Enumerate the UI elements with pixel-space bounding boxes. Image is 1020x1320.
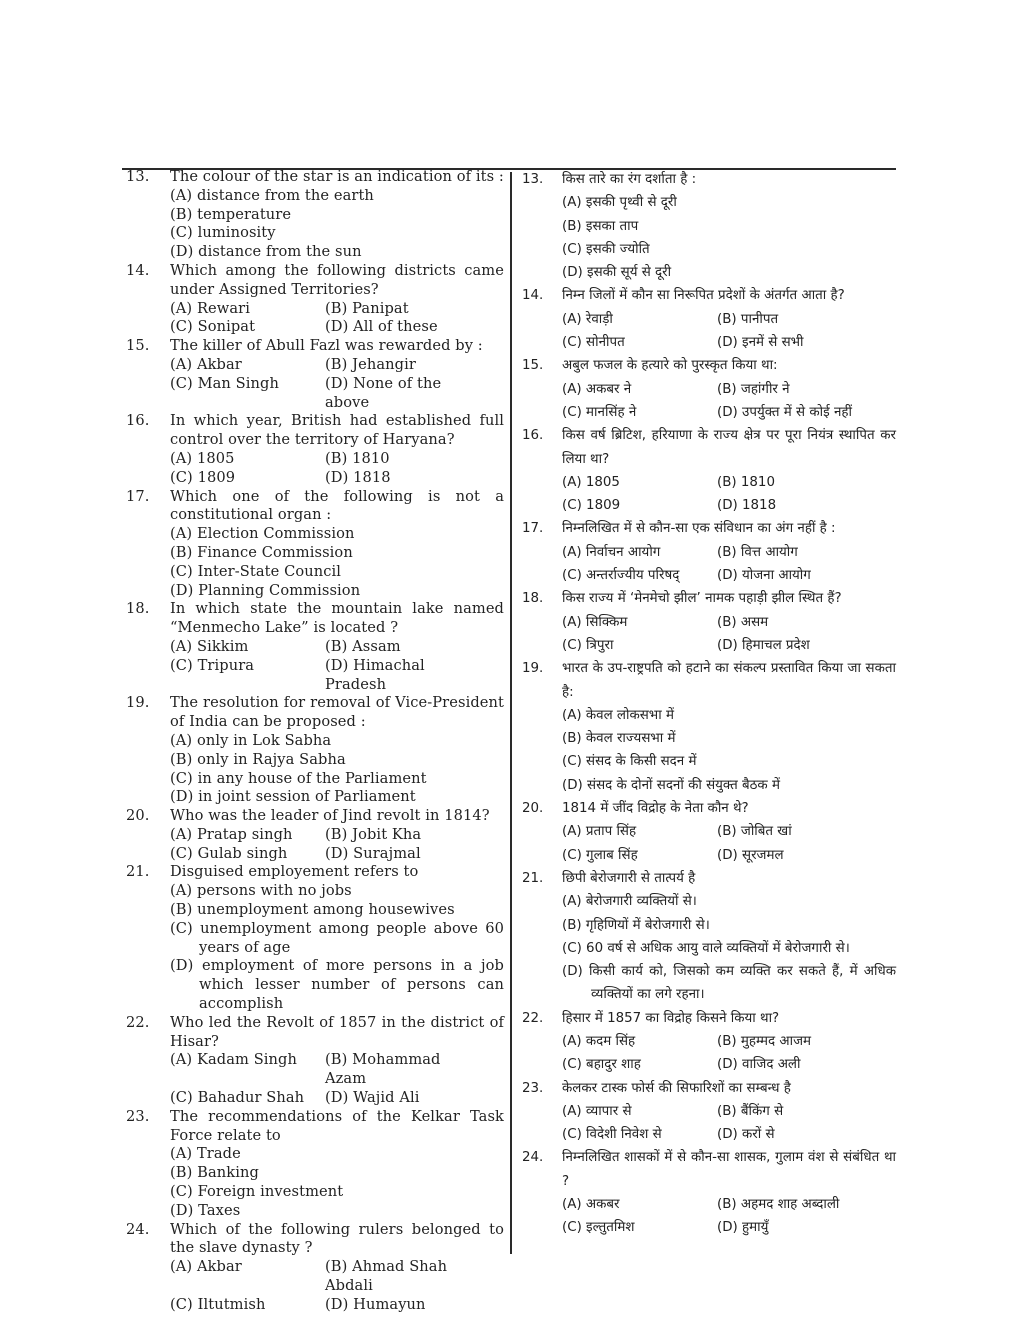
hindi-column [522, 168, 896, 1240]
option-c: (C) Foreign investment [170, 1183, 344, 1201]
option-c: (C) Tripura [170, 656, 255, 674]
question-number: 16. [126, 412, 150, 430]
option-b: (B) असम [717, 614, 769, 630]
option-a: (A) only in Lok Sabha [170, 731, 332, 749]
option-a: (A) Trade [170, 1145, 241, 1163]
option-b: (B) पानीपत [717, 311, 779, 327]
question-text: Which of the following rulers belonged to the slave dynasty ? [170, 1220, 504, 1257]
question-number: 17. [522, 521, 544, 537]
question-text: छिपी बेरोजगारी से तात्पर्य है [562, 870, 696, 886]
option-a: (A) 1805 [562, 474, 620, 490]
option-c: (C) इसकी ज्योति [562, 241, 650, 257]
option-d: (D) employment of more persons in a job which lesser number of persons can accomplish [170, 957, 504, 1013]
question-number: 18. [126, 600, 150, 618]
option-a: (A) Rewari [170, 299, 251, 317]
option-d: (D) Surajmal [325, 844, 421, 862]
option-d: (D) करों से [717, 1127, 775, 1143]
option-a: (A) Kadam Singh [170, 1051, 297, 1069]
option-c: (C) 1809 [562, 498, 621, 514]
option-d: (D) 1818 [717, 498, 777, 514]
question-18-hi [522, 587, 896, 657]
question-15 [126, 337, 504, 412]
option-b: (B) 1810 [717, 474, 775, 490]
question-18 [126, 600, 504, 694]
question-23-hi [522, 1077, 896, 1147]
option-a: (A) Pratap singh [170, 825, 293, 843]
question-number: 16. [522, 428, 544, 444]
option-a: (A) Akbar [170, 1258, 242, 1276]
option-c: (C) 1809 [170, 468, 236, 486]
option-b: (B) Mohammad Azam [325, 1051, 441, 1088]
option-c: (C) Gulab singh [170, 844, 288, 862]
option-b: (B) 1810 [325, 449, 390, 467]
question-number: 15. [126, 337, 150, 355]
option-b: (B) unemployment among housewives [170, 901, 455, 919]
option-a: (A) निर्वाचन आयोग [562, 544, 661, 560]
question-text: In which state the mountain lake named “Menmecho Lake” is located ? [170, 600, 504, 637]
option-a: (A) सिक्किम [562, 614, 628, 630]
option-d: (D) उपर्युक्त में से कोई नहीं [717, 404, 852, 420]
question-text: The resolution for removal of Vice-President of India can be proposed : [170, 694, 504, 731]
option-a: (A) persons with no jobs [170, 882, 352, 900]
option-a: (A) Akbar [170, 355, 242, 373]
option-b: (B) बैंकिंग से [717, 1103, 784, 1119]
question-text: In which year, British had established full control over the territory of Haryana? [170, 412, 504, 449]
option-d: (D) 1818 [325, 468, 391, 486]
question-number: 23. [126, 1107, 150, 1125]
english-column [126, 168, 504, 1315]
option-b: (B) temperature [170, 205, 292, 223]
question-21-hi [522, 867, 896, 1007]
question-text: Which among the following districts came under Assigned Territories? [170, 261, 504, 298]
option-b: (B) Assam [325, 637, 401, 655]
option-c: (C) मानसिंह ने [562, 404, 637, 420]
option-b: (B) केवल राज्यसभा में [562, 731, 676, 747]
question-text: किस तारे का रंग दर्शाता है : [562, 172, 697, 187]
option-b: (B) Ahmad Shah Abdali [325, 1258, 448, 1295]
question-number: 24. [522, 1150, 544, 1166]
option-a: (A) कदम सिंह [562, 1033, 636, 1049]
option-c: (C) Sonipat [170, 318, 256, 336]
question-number: 22. [126, 1013, 150, 1031]
question-21 [126, 863, 504, 1013]
option-b: (B) अहमद शाह अब्दाली [717, 1197, 840, 1213]
question-22-hi [522, 1007, 896, 1077]
option-d: (D) Planning Commission [170, 581, 361, 599]
option-c: (C) सोनीपत [562, 335, 625, 351]
question-number: 21. [522, 870, 544, 886]
question-text: अबुल फजल के हत्यारे को पुरस्कृत किया था: [562, 358, 778, 374]
option-d: (D) वाजिद अली [717, 1057, 801, 1073]
question-number: 19. [522, 661, 544, 677]
question-text: भारत के उप-राष्ट्रपति को हटाने का संकल्प प्रस्तावित किया जा सकता है: [562, 661, 896, 700]
option-c: (C) Iltutmish [170, 1295, 266, 1313]
question-19-hi [522, 657, 896, 797]
column-divider [510, 172, 512, 1254]
option-c: (C) त्रिपुरा [562, 637, 614, 653]
question-number: 13. [522, 172, 544, 187]
question-number: 17. [126, 487, 150, 505]
option-c: (C) Man Singh [170, 374, 279, 392]
option-b: (B) Jehangir [325, 355, 416, 373]
question-text: किस वर्ष ब्रिटिश, हरियाणा के राज्य क्षेत्र पर पूरा नियंत्र स्थापित कर लिया था? [562, 428, 896, 467]
option-b: (B) वित्त आयोग [717, 544, 798, 560]
option-a: (A) प्रताप सिंह [562, 824, 637, 840]
option-c: (C) अन्तर्राज्यीय परिषद् [562, 568, 680, 584]
question-number: 14. [522, 288, 544, 304]
option-b: (B) गृहिणियों में बेरोजगारी से। [562, 917, 710, 933]
option-b: (B) Finance Commission [170, 543, 353, 561]
option-b: (B) इसका ताप [562, 218, 639, 234]
question-24-hi [522, 1146, 896, 1239]
option-d: (D) हिमाचल प्रदेश [717, 637, 810, 653]
question-15-hi [522, 354, 896, 424]
question-number: 15. [522, 358, 544, 374]
question-text: The recommendations of the Kelkar Task Force relate to [170, 1107, 504, 1144]
question-text: निम्न जिलों में कौन सा निरूपित प्रदेशों के अंतर्गत आता है? [562, 288, 845, 304]
question-17-hi [522, 517, 896, 587]
question-19 [126, 694, 504, 807]
option-a: (A) व्यापार से [562, 1103, 632, 1119]
question-13-hi [522, 168, 896, 284]
option-a: (A) distance from the earth [170, 186, 374, 204]
option-a: (A) बेरोजगारी व्यक्तियों से। [562, 894, 697, 910]
option-b: (B) only in Rajya Sabha [170, 750, 346, 768]
question-text: 1814 में जींद विद्रोह के नेता कौन थे? [562, 801, 749, 817]
option-a: (A) अकबर ने [562, 381, 632, 397]
question-number: 22. [522, 1010, 544, 1026]
option-d: (D) Humayun [325, 1295, 426, 1313]
option-c: (C) in any house of the Parliament [170, 769, 427, 787]
option-d: (D) इनमें से सभी [717, 335, 804, 351]
option-c: (C) संसद के किसी सदन में [562, 754, 697, 770]
question-14 [126, 262, 504, 337]
option-c: (C) unemployment among people above 60 years of age [170, 919, 504, 956]
question-text: Who was the leader of Jind revolt in 1814? [170, 807, 490, 825]
option-a: (A) इसकी पृथ्वी से दूरी [562, 195, 677, 211]
option-a: (A) 1805 [170, 449, 235, 467]
question-23 [126, 1108, 504, 1221]
question-text: निम्नलिखित में से कौन-सा एक संविधान का अंग नहीं है : [562, 521, 836, 537]
option-c: (C) luminosity [170, 224, 276, 242]
option-d: (D) इसकी सूर्य से दूरी [562, 265, 672, 281]
option-c: (C) Bahadur Shah [170, 1089, 305, 1107]
question-text: हिसार में 1857 का विद्रोह किसने किया था? [562, 1010, 780, 1026]
question-number: 24. [126, 1220, 150, 1238]
option-b: (B) Banking [170, 1164, 259, 1182]
question-text: The colour of the star is an indication of its : [170, 168, 504, 185]
option-a: (A) केवल लोकसभा में [562, 707, 674, 723]
question-number: 19. [126, 694, 150, 712]
option-d: (D) किसी कार्य को, जिसको कम व्यक्ति कर सकते हैं, में अधिक व्यक्तियों का लगे रहना। [562, 964, 896, 1003]
option-c: (C) विदेशी निवेश से [562, 1127, 662, 1143]
option-d: (D) All of these [325, 318, 438, 336]
option-a: (A) अकबर [562, 1197, 620, 1213]
option-d: (D) संसद के दोनों सदनों की संयुक्त बैठक में [562, 777, 780, 793]
option-c: (C) बहादुर शाह [562, 1057, 641, 1073]
question-number: 21. [126, 863, 150, 881]
option-b: (B) जोबित खां [717, 824, 792, 840]
option-d: (D) योजना आयोग [717, 568, 811, 584]
question-20-hi [522, 797, 896, 867]
question-text: Who led the Revolt of 1857 in the district of Hisar? [170, 1013, 504, 1050]
option-b: (B) मुहम्मद आजम [717, 1033, 812, 1049]
option-d: (D) Wajid Ali [325, 1089, 420, 1107]
question-20 [126, 807, 504, 863]
option-c: (C) 60 वर्ष से अधिक आयु वाले व्यक्तियों में बेरोजगारी से। [562, 940, 850, 956]
option-b: (B) जहांगीर ने [717, 381, 790, 397]
question-number: 13. [126, 168, 150, 185]
option-d: (D) Taxes [170, 1201, 241, 1219]
question-text: केलकर टास्क फोर्स की सिफारिशों का सम्बन्ध है [562, 1080, 791, 1096]
option-c: (C) इल्तुतमिश [562, 1220, 635, 1236]
option-c: (C) Inter-State Council [170, 562, 342, 580]
option-d: (D) सूरजमल [717, 847, 784, 863]
question-14-hi [522, 284, 896, 354]
question-16-hi [522, 424, 896, 517]
option-b: (B) Jobit Kha [325, 825, 422, 843]
option-a: (A) Election Commission [170, 525, 355, 543]
question-text: The killer of Abull Fazl was rewarded by : [170, 337, 483, 355]
question-text: Which one of the following is not a constitutional organ : [170, 487, 504, 524]
question-number: 18. [522, 591, 544, 607]
question-13 [126, 168, 504, 262]
question-number: 23. [522, 1080, 544, 1096]
option-b: (B) Panipat [325, 299, 409, 317]
question-22 [126, 1014, 504, 1108]
option-d: (D) None of the above [325, 374, 442, 411]
question-number: 14. [126, 261, 150, 279]
question-text: निम्नलिखित शासकों में से कौन-सा शासक, गुलाम वंश से संबंधित था ? [562, 1150, 896, 1189]
question-16 [126, 412, 504, 487]
option-d: (D) distance from the sun [170, 243, 362, 261]
option-a: (A) Sikkim [170, 637, 249, 655]
option-d: (D) Himachal Pradesh [325, 656, 425, 693]
option-d: (D) in joint session of Parliament [170, 788, 416, 806]
question-text: Disguised employement refers to [170, 863, 419, 881]
question-number: 20. [522, 801, 544, 817]
question-17 [126, 488, 504, 601]
option-d: (D) हुमायुँ [717, 1220, 769, 1236]
question-number: 20. [126, 807, 150, 825]
question-text: किस राज्य में ‘मेनमेचो झील’ नामक पहाड़ी झील स्थित हैं? [562, 591, 842, 607]
option-c: (C) गुलाब सिंह [562, 847, 638, 863]
option-a: (A) रेवाड़ी [562, 311, 613, 327]
question-24 [126, 1221, 504, 1315]
